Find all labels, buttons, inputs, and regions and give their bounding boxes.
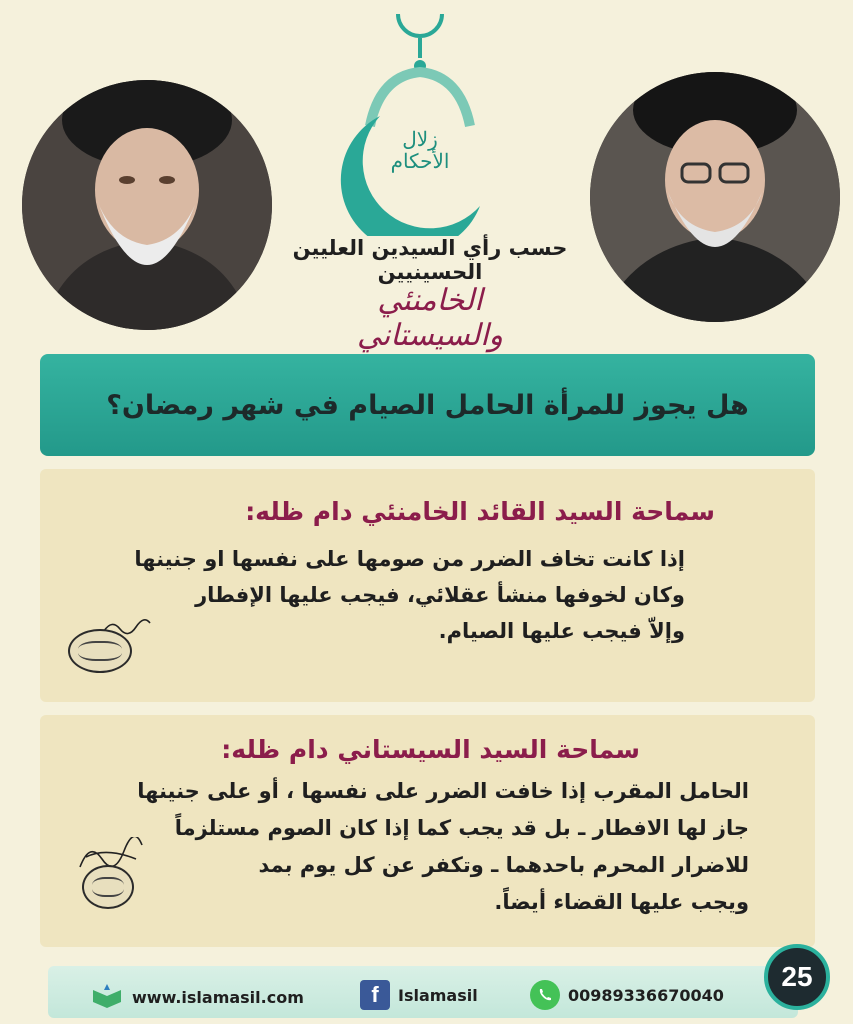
answer-panel-khamenei (40, 469, 815, 702)
answer-line: الحامل المقرب إذا خافت الضرر على نفسها ، أو على جنينها (137, 779, 749, 803)
question-text: هل يجوز للمرأة الحامل الصيام في شهر رمضان؟ (106, 389, 749, 421)
whatsapp-icon (530, 980, 560, 1010)
answer-line: وكان لخوفها منشأ عقلائي، فيجب عليها الإفطار (195, 583, 685, 607)
answer-text (137, 773, 749, 921)
whatsapp-number: 00989336670040 (568, 985, 724, 1005)
answer-title: سماحة السيد السيستاني دام ظله: (221, 735, 640, 764)
website-url: www.islamasil.com (132, 987, 304, 1007)
website-link[interactable] (90, 980, 304, 1014)
portrait-sistani (22, 80, 272, 330)
question-banner (40, 354, 815, 456)
answer-line: وإلاّ فيجب عليها الصيام. (438, 619, 685, 643)
whatsapp-link[interactable] (530, 980, 724, 1010)
facebook-icon: f (360, 980, 390, 1010)
portrait-sistani-icon (22, 80, 272, 330)
calligraphy-names: الخامنئي والسيستاني (356, 283, 504, 353)
answer-text (134, 541, 685, 649)
facebook-link[interactable] (360, 980, 478, 1010)
crescent-mosque-logo-icon (340, 6, 500, 236)
subtitle: حسب رأي السيدين العليين الحسينيين (292, 236, 568, 284)
answer-line: جاز لها الافطار ـ بل قد يجب كما إذا كان الصوم مستلزماً (174, 816, 749, 840)
header (0, 0, 853, 353)
seal-icon (68, 629, 132, 673)
answer-line: للاضرار المحرم باحدهما ـ وتكفر عن كل يوم بمد (258, 853, 749, 877)
logo (340, 6, 500, 236)
answer-line: إذا كانت تخاف الضرر من صومها على نفسها او جنينها (134, 547, 685, 571)
facebook-handle: Islamasil (398, 985, 478, 1005)
answer-title: سماحة السيد القائد الخامنئي دام ظله: (245, 497, 715, 526)
logo-text: زلال الأحكام (390, 127, 450, 173)
answer-panel-sistani (40, 715, 815, 947)
page-number-badge: 25 (764, 944, 830, 1010)
footer-bar (48, 966, 798, 1018)
quran-icon (90, 980, 124, 1014)
answer-line: ويجب عليها القضاء أيضاً. (494, 890, 749, 914)
portrait-khamenei-icon (590, 72, 840, 322)
seal-icon (82, 865, 134, 909)
portrait-khamenei (590, 72, 840, 322)
